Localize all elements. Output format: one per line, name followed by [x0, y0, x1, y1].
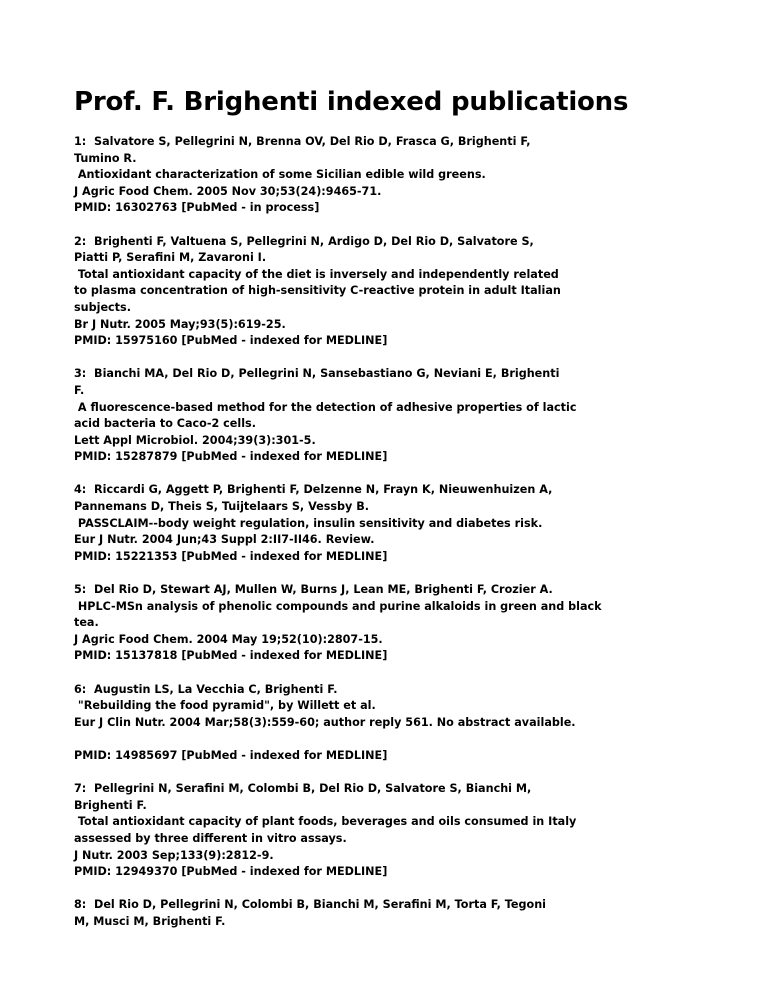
publication-line: tea. [74, 616, 99, 630]
publication-line: 7: Pellegrini N, Serafini M, Colombi B, Del Rio D, Salvatore S, Bianchi M, [74, 782, 532, 796]
publication-line: 5: Del Rio D, Stewart AJ, Mullen W, Burns J, Lean ME, Brighenti F, Crozier A. [74, 583, 553, 597]
publication-line: 6: Augustin LS, La Vecchia C, Brighenti F. [74, 682, 338, 696]
publication-line: Total antioxidant capacity of plant foods, beverages and oils consumed in Italy [74, 815, 577, 829]
publication-line: PMID: 12949370 [PubMed - indexed for MEDLINE] [74, 865, 388, 879]
publication-line: Eur J Clin Nutr. 2004 Mar;58(3):559-60; author reply 561. No abstract available. [74, 715, 576, 729]
publication-line: J Nutr. 2003 Sep;133(9):2812-9. [74, 848, 274, 862]
publication-line: PMID: 15221353 [PubMed - indexed for MEDLINE] [74, 549, 388, 563]
publication-line [74, 731, 754, 748]
page-title: Prof. F. Brighenti indexed publications [74, 87, 629, 117]
publication-line: 4: Riccardi G, Aggett P, Brighenti F, Delzenne N, Frayn K, Nieuwenhuizen A, [74, 483, 553, 497]
publication-line: PASSCLAIM--body weight regulation, insulin sensitivity and diabetes risk. [74, 516, 543, 530]
publication-line: 2: Brighenti F, Valtuena S, Pellegrini N, Ardigo D, Del Rio D, Salvatore S, [74, 234, 534, 248]
publication-line: F. [74, 383, 85, 397]
publication-line: assessed by three different in vitro assays. [74, 831, 347, 845]
publication-line: PMID: 16302763 [PubMed - in process] [74, 201, 320, 215]
publication-line: Antioxidant characterization of some Sicilian edible wild greens. [74, 168, 486, 182]
publication-line: 3: Bianchi MA, Del Rio D, Pellegrini N, Sansebastiano G, Neviani E, Brighenti [74, 367, 560, 381]
publication-line: A fluorescence-based method for the detection of adhesive properties of lactic [74, 400, 577, 414]
publication-line: acid bacteria to Caco-2 cells. [74, 417, 256, 431]
publication-entry-1 [74, 134, 754, 217]
publication-entry-7 [74, 781, 754, 881]
publication-entry-3 [74, 366, 754, 466]
publication-line: subjects. [74, 300, 131, 314]
publication-line: PMID: 15975160 [PubMed - indexed for MEDLINE] [74, 334, 388, 348]
publication-line: Brighenti F. [74, 798, 147, 812]
publication-line: M, Musci M, Brighenti F. [74, 914, 226, 928]
publication-entry-8 [74, 897, 754, 930]
publication-line: Pannemans D, Theis S, Tuijtelaars S, Vessby B. [74, 500, 369, 514]
publication-line: Lett Appl Microbiol. 2004;39(3):301-5. [74, 433, 316, 447]
publication-line: 8: Del Rio D, Pellegrini N, Colombi B, Bianchi M, Serafini M, Torta F, Tegoni [74, 898, 547, 912]
publication-entry-2 [74, 234, 754, 350]
publication-line: J Agric Food Chem. 2004 May 19;52(10):2807-15. [74, 632, 383, 646]
publication-line: Br J Nutr. 2005 May;93(5):619-25. [74, 317, 286, 331]
publication-line: PMID: 15287879 [PubMed - indexed for MEDLINE] [74, 450, 388, 464]
publication-line: 1: Salvatore S, Pellegrini N, Brenna OV, Del Rio D, Frasca G, Brighenti F, [74, 135, 531, 148]
publication-entry-4 [74, 482, 754, 565]
publication-line: PMID: 14985697 [PubMed - indexed for MEDLINE] [74, 748, 388, 762]
publication-line: HPLC-MSn analysis of phenolic compounds and purine alkaloids in green and black [74, 599, 602, 613]
publication-line: J Agric Food Chem. 2005 Nov 30;53(24):9465-71. [74, 184, 382, 198]
publication-line: to plasma concentration of high-sensitivity C-reactive protein in adult Italian [74, 284, 561, 298]
publication-line: Piatti P, Serafini M, Zavaroni I. [74, 251, 267, 265]
publication-entry-6 [74, 682, 754, 765]
publication-line: Eur J Nutr. 2004 Jun;43 Suppl 2:II7-II46. Review. [74, 533, 375, 547]
publication-line: Tumino R. [74, 151, 137, 165]
document-page [74, 84, 754, 947]
publication-line: PMID: 15137818 [PubMed - indexed for MEDLINE] [74, 649, 388, 663]
publication-line: "Rebuilding the food pyramid", by Willett et al. [74, 699, 376, 713]
publication-entry-5 [74, 582, 754, 665]
publication-line: Total antioxidant capacity of the diet is inversely and independently related [74, 267, 559, 281]
